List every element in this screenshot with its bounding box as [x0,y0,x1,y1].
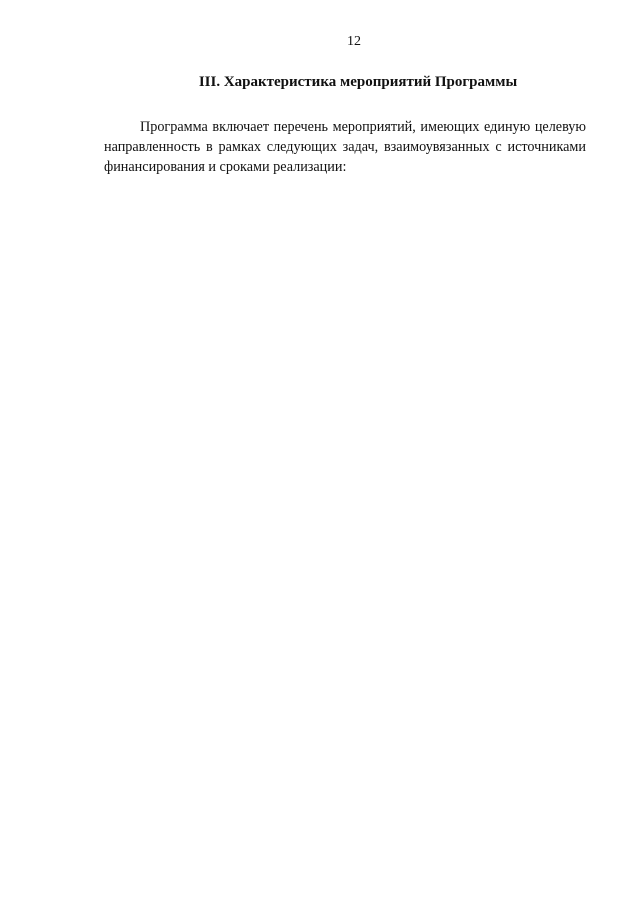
body-text [104,117,586,177]
paragraph-intro: Программа включает перечень мероприятий, имеющих единую целевую направленность в рамках следующих задач, взаимоувязанных с источниками финансирования и сроками реализации: [104,119,586,175]
page-number: 12 [347,34,361,49]
section-title: III. Характеристика мероприятий Программы [198,74,518,90]
